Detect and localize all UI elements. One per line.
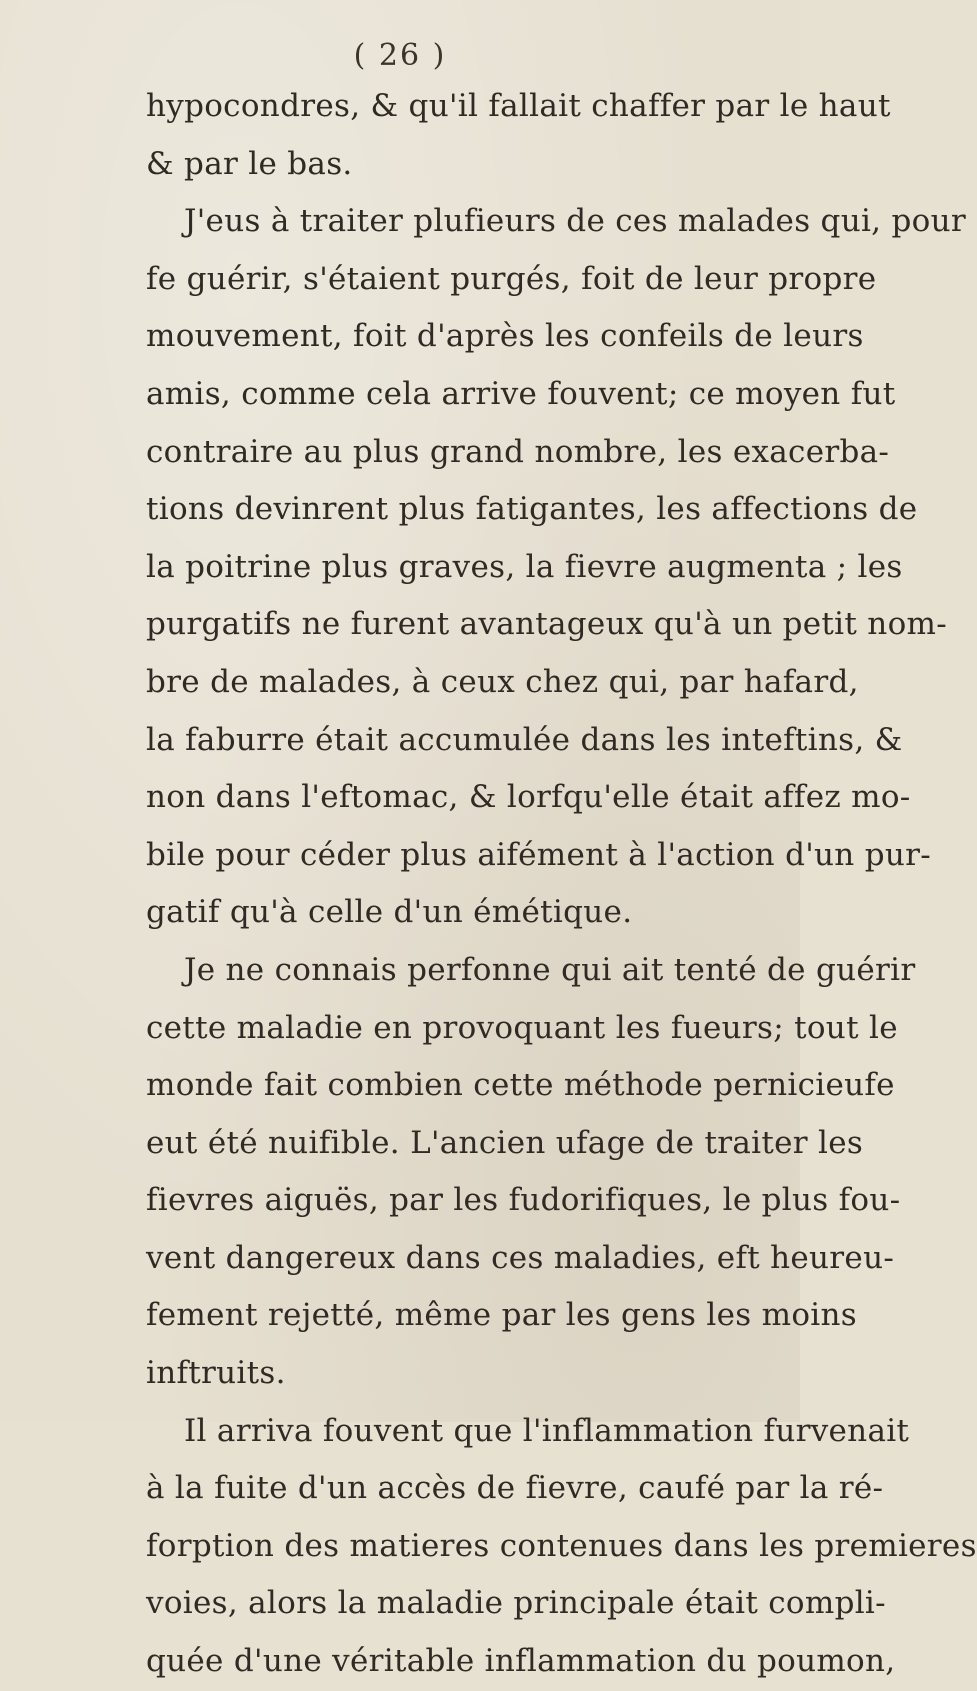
text-line: purgatifs ne furent avantageux qu'à un petit nom- [146,606,948,643]
text-line: fievres aiguës, par les fudorifiques, le plus fou- [146,1182,901,1219]
text-line: bile pour céder plus aifément à l'action d'un pur- [146,836,932,873]
text-line: bre de malades, à ceux chez qui, par hafard, [146,663,859,700]
text-line: quée d'une véritable inflammation du poumon, [146,1643,896,1680]
text-line: gatif qu'à celle d'un émétique. [146,894,633,931]
text-line: & par le bas. [146,145,353,182]
text-line: non dans l'eftomac, & lorfqu'elle était affez mo- [146,779,911,816]
text-line: forption des matieres contenues dans les premieres [146,1527,977,1564]
text-line: la faburre était accumulée dans les inteftins, & [146,721,903,758]
text-line: à la fuite d'un accès de fievre, caufé par la ré- [146,1470,884,1507]
paragraph-start-line: Il arriva fouvent que l'inflammation furvenait [184,1412,910,1449]
text-line: la poitrine plus graves, la fievre augmenta ; les [146,548,903,585]
text-line: fe guérir, s'étaient purgés, foit de leur propre [146,260,877,297]
body-text [146,78,977,1691]
text-line: inftruits. [146,1355,286,1392]
text-line: fement rejetté, même par les gens les moins [146,1297,857,1334]
text-line: amis, comme cela arrive fouvent; ce moyen fut [146,375,896,412]
paragraph-start-line: J'eus à traiter plufieurs de ces malades qui, pour [184,203,966,240]
text-line: eut été nuifible. L'ancien ufage de traiter les [146,1124,864,1161]
page-number: ( 26 ) [353,38,447,73]
text-line: monde fait combien cette méthode pernicieufe [146,1067,895,1104]
text-line: mouvement, foit d'après les confeils de leurs [146,318,864,355]
text-line: tions devinrent plus fatigantes, les affections de [146,491,918,528]
text-line: contraire au plus grand nombre, les exacerba- [146,433,890,470]
paragraph-start-line: Je ne connais perfonne qui ait tenté de guérir [184,951,916,988]
text-line: vent dangereux dans ces maladies, eft heureu- [146,1239,895,1276]
text-line: cette maladie en provoquant les fueurs; tout le [146,1009,898,1046]
text-line: hypocondres, & qu'il fallait chaffer par le haut [146,88,891,124]
text-line: voies, alors la maladie principale était compli- [146,1585,886,1622]
